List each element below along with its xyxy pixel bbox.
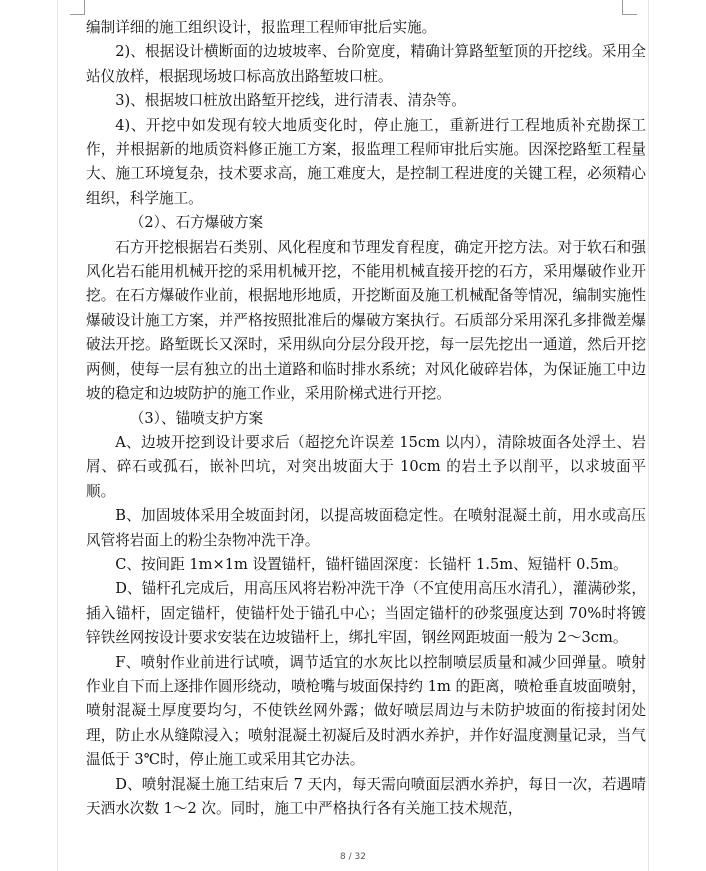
crop-mark-top-right [622,0,637,15]
paragraph-step-2: 2)、根据设计横断面的边坡坡率、台阶宽度，精确计算路堑堑顶的开挖线。采用全站仪放样，根据现场坡口标高放出路堑坡口桩。 [86,43,646,85]
paragraph-item-d: D、锚杆孔完成后，用高压风将岩粉冲洗干净（不宜使用高压水清孔），灌满砂浆，插入锚杆，固定锚杆，使锚杆处于锚孔中心；当固定锚杆的砂浆强度达到 70%时将镀锌铁丝网按设计要求安装在边坡锚杆上，绑扎牢固，钢丝网距坡面一般为 2～3cm。 [86,580,646,647]
paragraph-item-b: B、加固坡体采用全坡面封闭，以提高坡面稳定性。在喷射混凝土前，用水或高压风管将岩面上的粉尘杂物冲洗干净。 [86,507,646,549]
paragraph-item-d-curing: D、喷射混凝土施工结束后 7 天内，每天需向喷面层洒水养护，每日一次，若遇晴天洒水次数 1～2 次。同时，施工中严格执行各有关施工技术规范， [86,775,646,817]
paragraph-item-f: F、喷射作业前进行试喷，调节适宜的水灰比以控制喷层质量和减少回弹量。喷射作业自下而上逐排作圆形绕动，喷枪嘴与坡面保持约 1m 的距离，喷枪垂直坡面喷射，喷射混凝土厚度要均匀，不使铁丝网外露；做好喷层周边与未防护坡面的衔接封闭处理，防止水从缝隙浸入；喷射混凝土初凝后及时洒水养护，并作好温度测量记录，当气温低于 3℃时，停止施工或采用其它办法。 [86,653,646,769]
paragraph-item-a: A、边坡开挖到设计要求后（超挖允许误差 15cm 以内），清除坡面各处浮土、岩屑、碎石或孤石，嵌补凹坑，对突出坡面大于 10cm 的岩土予以削平，以求坡面平顺。 [86,433,646,500]
crop-mark-top-left [70,0,85,15]
section-heading-blasting: （2）、石方爆破方案 [129,214,264,232]
paragraph-step-3: 3)、根据坡口桩放出路堑开挖线，进行清表、清杂等。 [115,92,466,110]
paragraph-continuation: 编制详细的施工组织设计，报监理工程师审批后实施。 [86,19,437,36]
paragraph-blasting: 石方开挖根据岩石类别、风化程度和节理发育程度，确定开挖方法。对于软石和强风化岩石能用机械开挖的采用机械开挖，不能用机械直接开挖的石方，采用爆破作业开挖。在石方爆破作业前，根据地形地质，开挖断面及施工机械配备等情况，编制实施性爆破设计施工方案，并严格按照批准后的爆破方案执行。石质部分采用深孔多排微差爆破法开挖。路堑既长又深时，采用纵向分层分段开挖，每一层先挖出一通道，然后开挖两侧，使每一层有独立的出土道路和临时排水系统；对风化破碎岩体，为保证施工中边坡的稳定和边坡防护的施工作业，采用阶梯式进行开挖。 [86,238,646,403]
section-heading-anchor-spray: （3）、锚喷支护方案 [129,409,264,427]
page-number: 8 / 32 [340,852,366,862]
document-body [86,16,646,821]
paragraph-step-4: 4)、开挖中如发现有较大地质变化时，停止施工，重新进行工程地质补充勘探工作，并根据新的地质资料修正施工方案，报监理工程师审批后实施。因深挖路堑工程量大、施工环境复杂，技术要求高，施工难度大，是控制工程进度的关键工程，必须精心组织，科学施工。 [86,116,646,207]
paragraph-item-c: C、按间距 1m×1m 设置锚杆，锚杆锚固深度：长锚杆 1.5m、短锚杆 0.5m。 [115,555,628,573]
